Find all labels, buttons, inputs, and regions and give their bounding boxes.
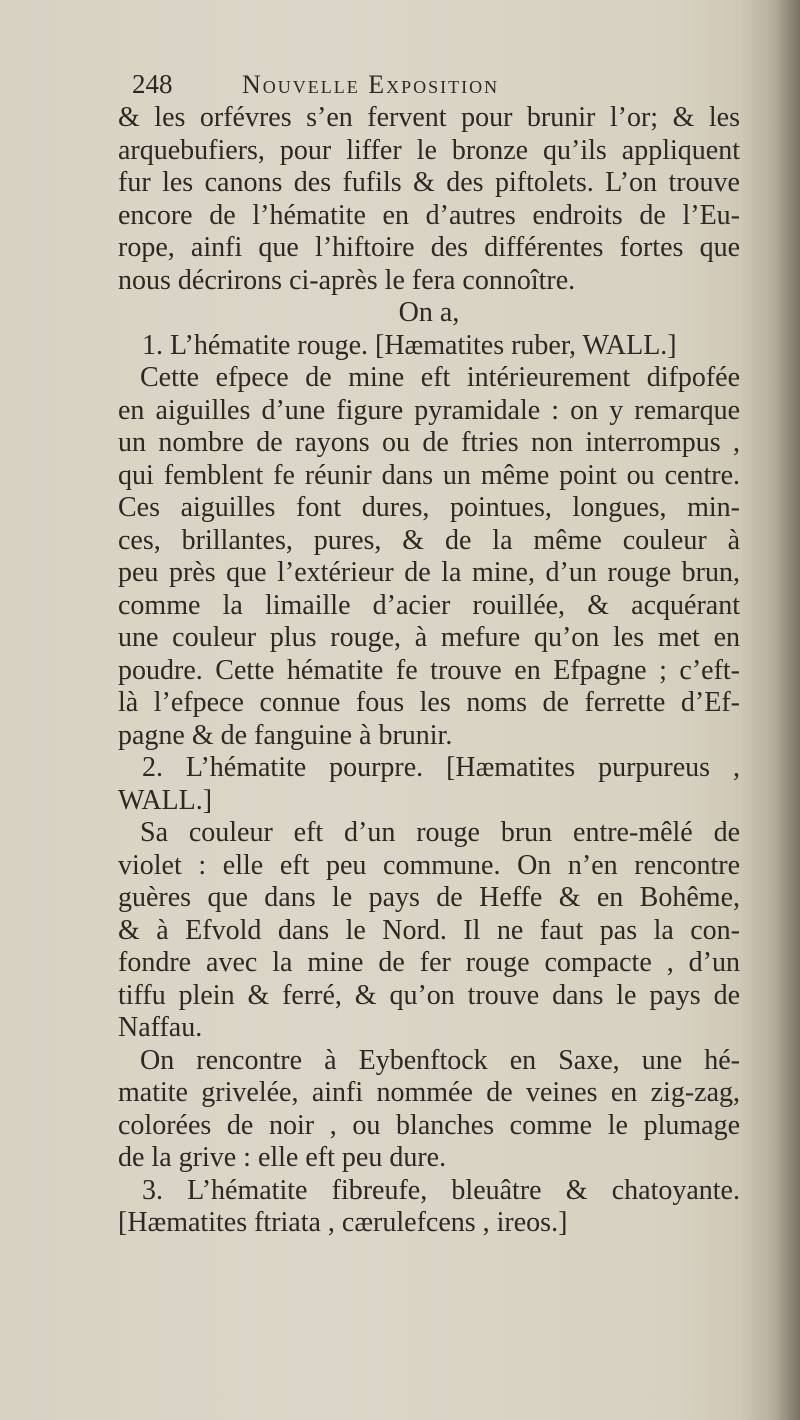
text-line: rope, ainfi que l’hiftoire des différentes fortes que [118,232,740,263]
text-line: [Hæmatites ftriata , cærulefcens , ireos.] [118,1207,568,1238]
body-text [118,102,740,1240]
text-line: poudre. Cette hématite fe trouve en Efpagne ; c’eft- [118,654,740,686]
running-head [132,68,740,102]
text-line: une couleur plus rouge, à mefure qu’on les met en [118,622,740,653]
text-line: 2. L’hématite pourpre. [Hæmatites purpureus , [142,752,740,783]
text-line: Cette efpece de mine eft intérieurement difpofée [140,362,740,393]
text-block [118,68,740,1240]
text-line: fondre avec la mine de fer rouge compacte , d’un [118,947,740,978]
text-line: WALL.] [118,784,213,816]
text-line: pagne & de fanguine à brunir. [118,719,453,751]
page-number: 248 [132,69,173,99]
text-line: & les orfévres s’en fervent pour brunir l’or; & les [118,102,740,133]
text-line: ces, brillantes, pures, & de la même couleur à [118,524,740,556]
text-line: en aiguilles d’une figure pyramidale : on y remarque [118,394,740,426]
page-gutter-shadow [740,0,800,1420]
text-line: Sa couleur eft d’un rouge brun entre-mêlé de [140,817,740,848]
text-line: Naffau. [118,1012,203,1043]
text-line: 3. L’hématite fibreufe, bleuâtre & chatoyante. [142,1174,740,1206]
text-line: qui femblent fe réunir dans un même point ou centre. [118,459,740,491]
text-line: Ces aiguilles font dures, pointues, longues, min- [118,492,740,523]
text-line: de la grive : elle eft peu dure. [118,1142,447,1173]
text-line: tiffu plein & ferré, & qu’on trouve dans le pays de [118,979,740,1011]
text-line: guères que dans le pays de Heffe & en Bohême, [118,882,740,913]
text-line: 1. L’hématite rouge. [Hæmatites ruber, WALL.] [142,329,677,361]
text-line: On a, [398,297,460,328]
text-line: fur les canons des fufils & des piftolets. L’on trouve [118,167,740,198]
text-line: arquebufiers, pour liffer le bronze qu’ils appliquent [118,134,740,166]
text-line: & à Efvold dans le Nord. Il ne faut pas la con- [118,914,740,946]
text-line: un nombre de rayons ou de ftries non interrompus , [118,427,740,458]
text-line: peu près que l’extérieur de la mine, d’un rouge brun, [118,557,740,588]
running-title: Nouvelle Exposition [242,70,500,99]
text-line: colorées de noir , ou blanches comme le plumage [118,1109,740,1141]
text-line: On rencontre à Eybenftock en Saxe, une hé- [140,1044,740,1076]
text-line: encore de l’hématite en d’autres endroits de l’Eu- [118,199,740,231]
text-line: nous décrirons ci-après le fera connoître. [118,264,576,296]
text-line: comme la limaille d’acier rouillée, & acquérant [118,589,740,621]
text-line: violet : elle eft peu commune. On n’en rencontre [118,849,740,881]
text-line: matite grivelée, ainfi nommée de veines en zig-zag, [118,1077,740,1108]
text-line: là l’efpece connue fous les noms de ferrette d’Ef- [118,687,740,718]
